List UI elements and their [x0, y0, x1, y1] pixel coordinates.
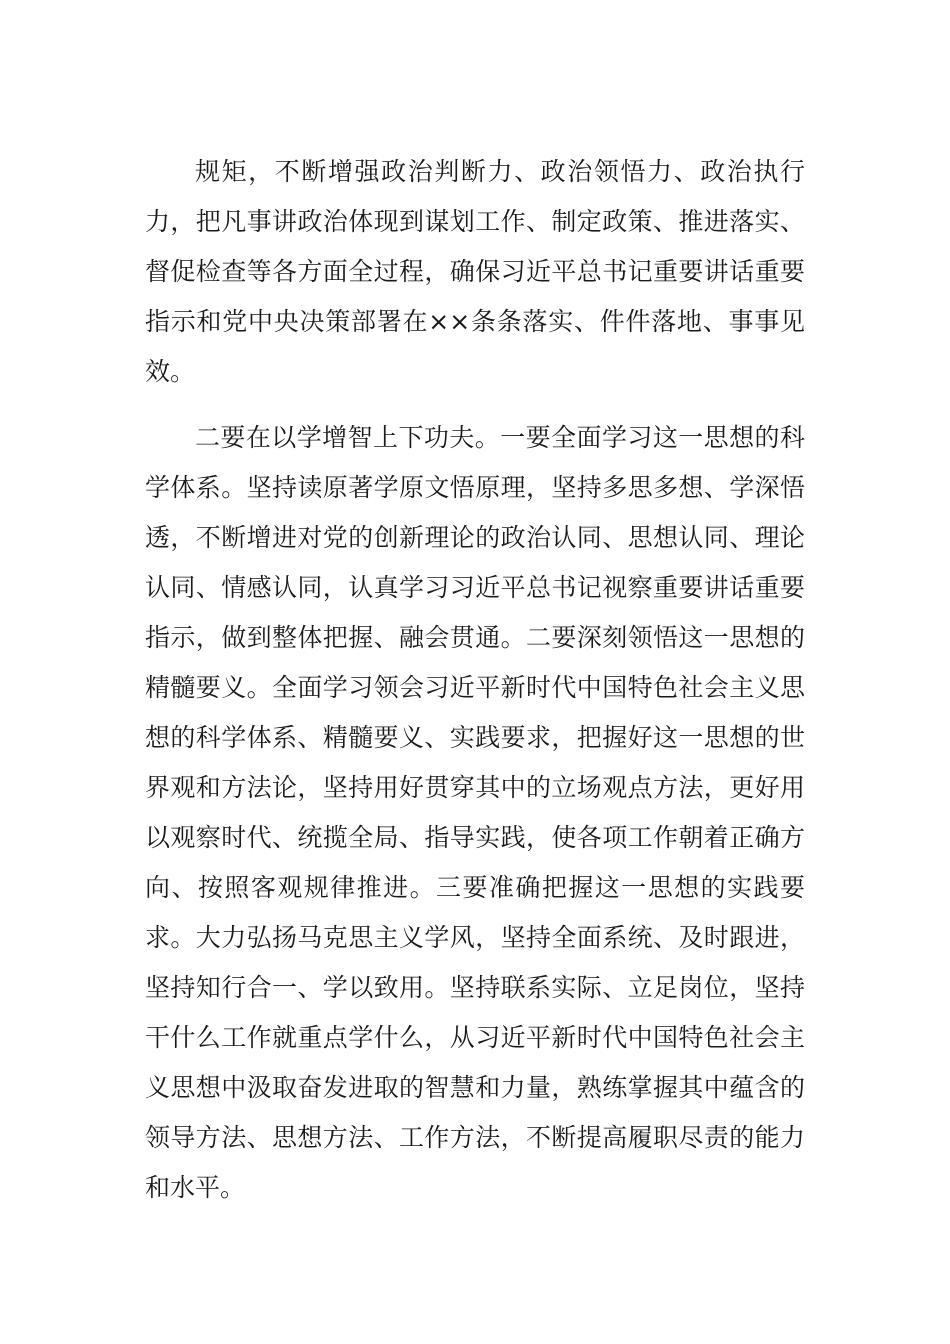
paragraph-2: 二要在以学增智上下功夫。一要全面学习这一思想的科学体系。坚持读原著学原文悟原理，坚持多思多想、学深悟透，不断增进对党的创新理论的政治认同、思想认同、理论认同、情感认同，认真学习习近平总书记视察重要讲话重要指示，做到整体把握、融会贯通。二要深刻领悟这一思想的精髓要义。全面学习领会习近平新时代中国特色社会主义思想的科学体系、精髓要义、实践要求，把握好这一思想的世界观和方法论，坚持用好贯穿其中的立场观点方法，更好用以观察时代、统揽全局、指导实践，使各项工作朝着正确方向、按照客观规律推进。三要准确把握这一思想的实践要求。大力弘扬马克思主义学风，坚持全面系统、及时跟进，坚持知行合一、学以致用。坚持联系实际、立足岗位，坚持干什么工作就重点学什么，从习近平新时代中国特色社会主义思想中汲取奋发进取的智慧和力量，熟练掌握其中蕴含的领导方法、思想方法、工作方法，不断提高履职尽责的能力和水平。	[145, 423, 805, 1202]
paragraph-1: 规矩，不断增强政治判断力、政治领悟力、政治执行力，把凡事讲政治体现到谋划工作、制定政策、推进落实、督促检查等各方面全过程，确保习近平总书记重要讲话重要指示和党中央决策部署在××条条落实、件件落地、事事见效。	[145, 157, 805, 386]
document-body	[145, 147, 805, 1213]
